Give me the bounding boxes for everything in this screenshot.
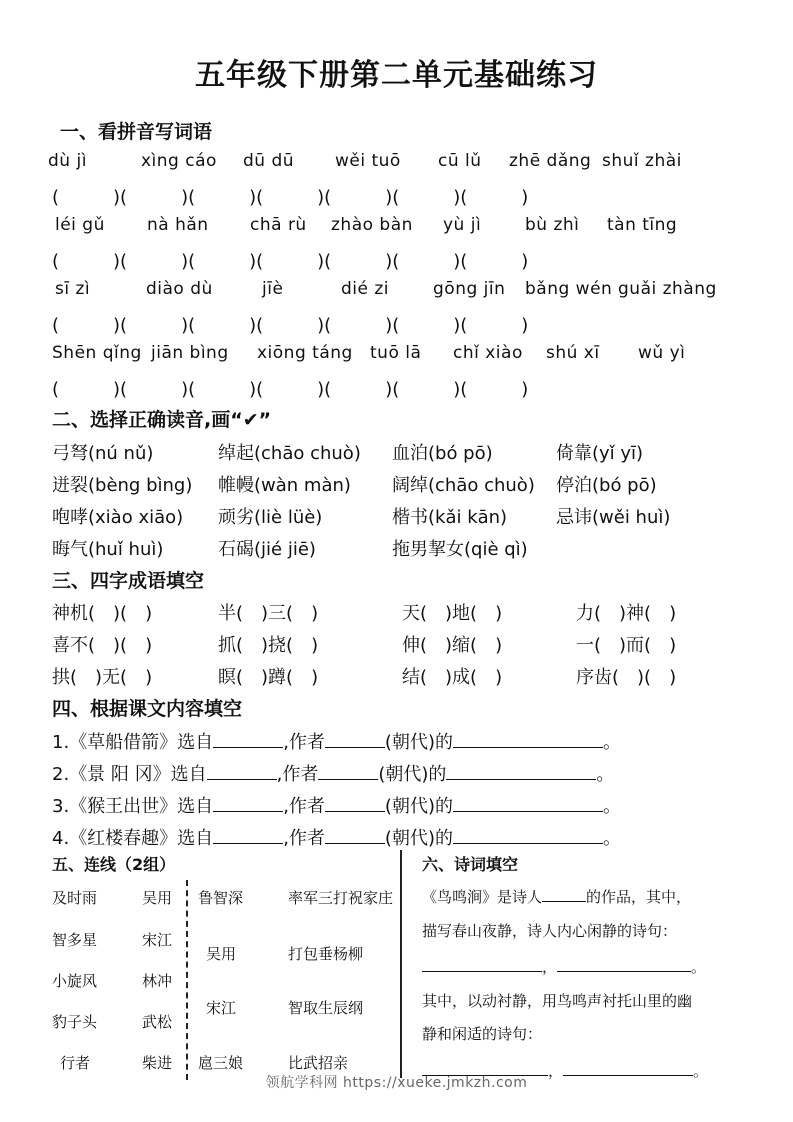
matching-name: 吴用	[206, 945, 237, 963]
poem-question-line: 静和闲适的诗句：	[422, 1025, 543, 1043]
reading-choice: 咆哮(xiào xiāo)	[52, 507, 184, 528]
reading-choice: 阔绰(chāo chuò)	[392, 475, 535, 496]
matching-story: 比武招亲	[288, 1054, 349, 1072]
pinyin-item: bǎng wén	[525, 279, 613, 299]
poem-question-line: 描写春山夜静，诗人内心闲静的诗句：	[422, 922, 678, 940]
matching-name: 林冲	[142, 972, 173, 990]
reading-choice: 帷幔(wàn màn)	[218, 475, 351, 496]
section5-heading: 五、连线（2组）	[52, 855, 176, 874]
reading-choice: 晦气(huǐ huì)	[52, 539, 164, 560]
reading-choice: 拖男挈女(qiè qì)	[392, 539, 528, 560]
page-title: 五年级下册第二单元基础练习	[195, 58, 598, 93]
reading-choice: 弓弩(nú nǔ)	[52, 443, 154, 464]
pinyin-item: tàn tīng	[607, 215, 678, 235]
pinyin-item: yù jì	[443, 215, 482, 235]
matching-nickname: 智多星	[52, 931, 98, 949]
pinyin-item: zhào bàn	[331, 215, 413, 235]
pinyin-item: diào dù	[146, 279, 213, 299]
idiom-blank: 结( )成( )	[402, 667, 503, 688]
matching-name: 鲁智深	[198, 889, 244, 907]
section3-heading: 三、四字成语填空	[52, 570, 205, 592]
reading-choice: 楷书(kǎi kān)	[392, 507, 508, 528]
matching-name: 吴用	[142, 889, 173, 907]
section1-heading: 一、看拼音写词语	[60, 121, 213, 143]
answer-parens: ( )( )( )( )( )( )( )	[52, 379, 529, 400]
poem-answer-line: ， 。	[422, 956, 706, 977]
pinyin-item: chǐ xiào	[453, 343, 523, 363]
fill-item: 4.《红楼春趣》选自 ,作者 (朝代)的 。	[52, 824, 621, 850]
pinyin-item: jīè	[262, 279, 284, 299]
pinyin-item: shuǐ zhài	[602, 151, 682, 171]
idiom-blank: 瞑( )蹲( )	[218, 667, 319, 688]
pinyin-item: zhē dǎng	[509, 151, 592, 171]
idiom-blank: 一( )而( )	[576, 635, 677, 656]
pinyin-item: xìng cáo	[141, 151, 217, 171]
pinyin-item: xiōng táng	[257, 343, 353, 363]
pinyin-item: nà hǎn	[147, 215, 209, 235]
pinyin-item: dù jì	[48, 151, 87, 171]
matching-story: 率军三打祝家庄	[288, 889, 394, 907]
pinyin-item: cū lǔ	[438, 151, 482, 171]
matching-name: 武松	[142, 1013, 173, 1031]
reading-choice: 忌讳(wěi huì)	[556, 507, 671, 528]
column-divider	[400, 850, 402, 1078]
matching-nickname: 小旋风	[52, 972, 98, 990]
idiom-blank: 拱( )无( )	[52, 667, 153, 688]
reading-choice: 停泊(bó pō)	[556, 475, 657, 496]
idiom-blank: 序齿( )( )	[576, 667, 677, 688]
matching-nickname: 及时雨	[52, 889, 98, 907]
pinyin-item: jiān bìng	[151, 343, 229, 363]
poem-answer-line: ， 。	[422, 1060, 708, 1081]
fill-item: 1.《草船借箭》选自 ,作者 (朝代)的 。	[52, 728, 621, 754]
poem-question-line: 其中，以动衬静，用鸟鸣声衬托山里的幽	[422, 992, 693, 1010]
footer-watermark: 领航学科网 https://xueke.jmkzh.com	[265, 1075, 528, 1091]
section2-heading: 二、选择正确读音,画“✔”	[52, 409, 272, 431]
idiom-blank: 力( )神( )	[576, 603, 677, 624]
matching-name: 柴进	[142, 1054, 173, 1072]
idiom-blank: 天( )地( )	[402, 603, 503, 624]
idiom-blank: 伸( )缩( )	[402, 635, 503, 656]
reading-choice: 迸裂(bèng bìng)	[52, 475, 193, 496]
section6-heading: 六、诗词填空	[422, 855, 519, 874]
poem-question-line: 《鸟鸣涧》是诗人 的作品，其中，	[422, 888, 692, 906]
dashed-divider	[186, 880, 188, 1080]
idiom-blank: 神机( )( )	[52, 603, 153, 624]
pinyin-item: léi gǔ	[55, 215, 105, 235]
fill-item: 2.《景 阳 冈》选自 ,作者 (朝代)的 。	[52, 760, 614, 786]
pinyin-item: tuō lā	[370, 343, 422, 363]
matching-name: 宋江	[142, 931, 173, 949]
pinyin-item: wǔ yì	[638, 343, 686, 363]
matching-story: 打包垂杨柳	[288, 945, 364, 963]
idiom-blank: 半( )三( )	[218, 603, 319, 624]
pinyin-item: Shēn qǐng	[52, 343, 142, 363]
matching-nickname: 行者	[60, 1054, 91, 1072]
pinyin-item: gōng jīn	[433, 279, 506, 299]
answer-parens: ( )( )( )( )( )( )( )	[52, 315, 529, 336]
reading-choice: 绰起(chāo chuò)	[218, 443, 361, 464]
reading-choice: 倚靠(yǐ yī)	[556, 443, 644, 464]
pinyin-item: dū dū	[243, 151, 295, 171]
answer-parens: ( )( )( )( )( )( )( )	[52, 251, 529, 272]
pinyin-item: dié zi	[341, 279, 390, 299]
pinyin-item: guǎi zhàng	[618, 279, 717, 299]
section4-heading: 四、根据课文内容填空	[52, 698, 243, 720]
matching-name: 宋江	[206, 999, 237, 1017]
matching-story: 智取生辰纲	[288, 999, 364, 1017]
reading-choice: 顽劣(liè lüè)	[218, 507, 323, 528]
answer-parens: ( )( )( )( )( )( )( )	[52, 187, 529, 208]
pinyin-item: shú xī	[546, 343, 600, 363]
reading-choice: 石碣(jié jiē)	[218, 539, 316, 560]
pinyin-item: wěi tuō	[335, 151, 401, 171]
pinyin-item: bù zhì	[525, 215, 580, 235]
reading-choice: 血泊(bó pō)	[392, 443, 493, 464]
pinyin-item: sī zì	[55, 279, 91, 299]
matching-nickname: 豹子头	[52, 1013, 98, 1031]
idiom-blank: 喜不( )( )	[52, 635, 153, 656]
pinyin-item: chā rù	[250, 215, 307, 235]
matching-name: 扈三娘	[198, 1054, 244, 1072]
fill-item: 3.《猴王出世》选自 ,作者 (朝代)的 。	[52, 792, 621, 818]
idiom-blank: 抓( )挠( )	[218, 635, 319, 656]
